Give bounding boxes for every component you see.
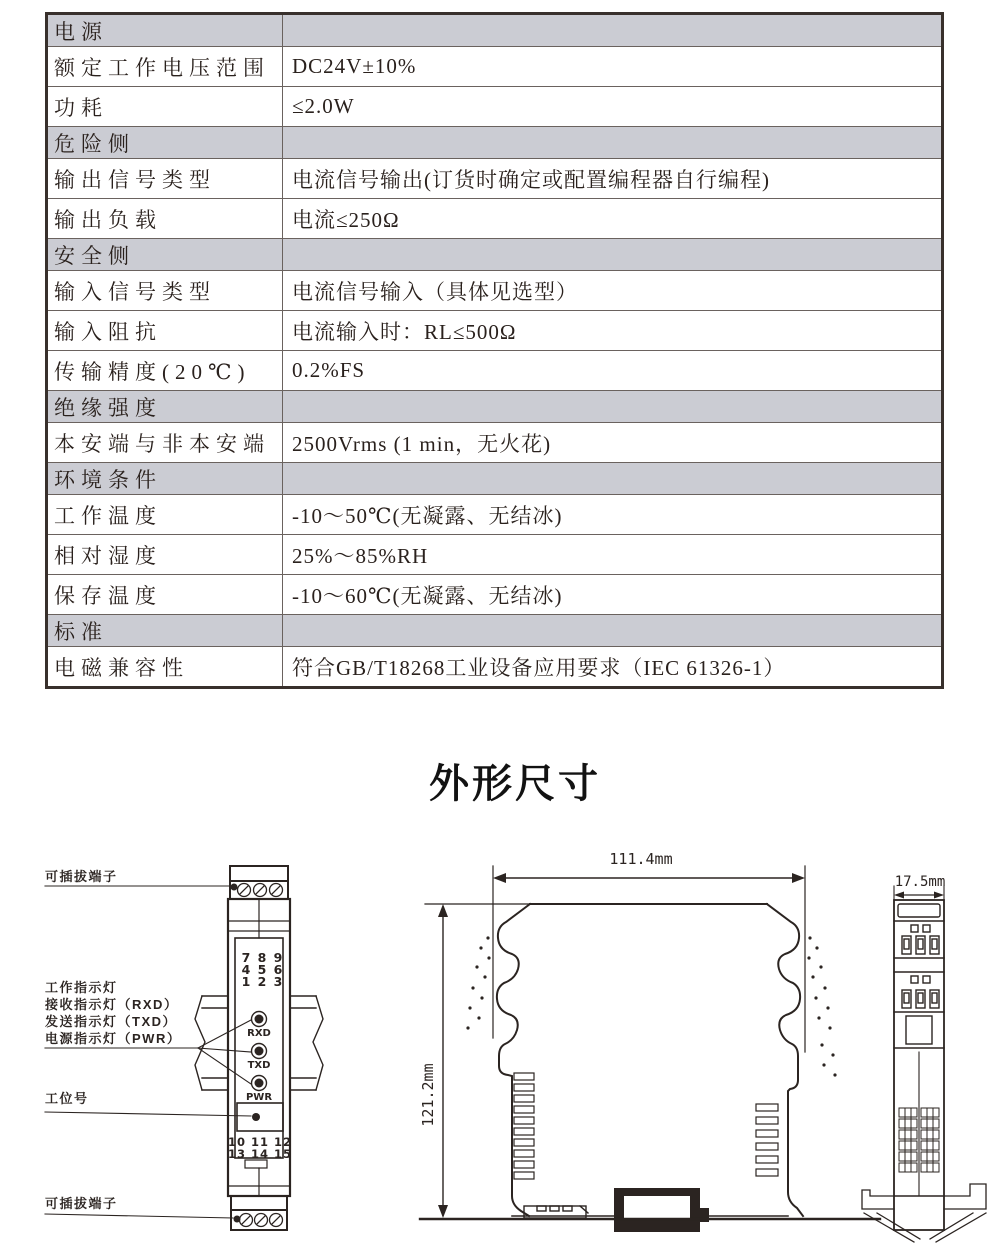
txd-led-label: 发送指示灯（TXD） [45,1014,178,1029]
table-row-section [47,239,943,271]
spec-label: 工作温度 [47,495,283,535]
spec-value: 电流输入时：RL≤500Ω [283,311,943,351]
table-row [47,271,943,311]
spec-value: 2500Vrms (1 min，无火花) [283,423,943,463]
spec-label: 输入信号类型 [47,271,283,311]
table-row [47,423,943,463]
table-row [47,311,943,351]
table-row-section [47,391,943,423]
table-row [47,351,943,391]
pwr-led-label: 电源指示灯（PWR） [45,1031,182,1046]
spec-value: 电流≤250Ω [283,199,943,239]
spec-label: 输出负载 [47,199,283,239]
led-rxd-icon [252,1012,267,1027]
vent-slots-left [514,1073,534,1179]
section-label: 电源 [47,14,283,47]
spec-label: 电磁兼容性 [47,647,283,688]
table-row [47,159,943,199]
svg-text:8: 8 [257,950,267,965]
table-row-section [47,463,943,495]
table-row [47,47,943,87]
table-row [47,575,943,615]
svg-text:4: 4 [241,962,251,977]
spec-label: 输入阻抗 [47,311,283,351]
spec-value: 25%～85%RH [283,535,943,575]
spec-table [45,12,944,689]
end-view-drawing [862,886,986,1242]
table-row-section [47,615,943,647]
spec-value: 电流信号输入（具体见选型） [283,271,943,311]
dim-height-label: 121.2mm [419,1063,437,1127]
spec-value: ≤2.0W [283,87,943,127]
led-txd-text: TXD [247,1060,271,1071]
spec-value: 符合GB/T18268工业设备应用要求（IEC 61326-1） [283,647,943,688]
table-row [47,495,943,535]
spec-label: 传输精度(20℃) [47,351,283,391]
svg-text:3: 3 [273,974,283,989]
led-rxd-text: RXD [247,1028,271,1039]
svg-text:5: 5 [257,962,267,977]
bottom-terminal-label: 可插拔端子 [45,1196,118,1211]
led-pwr-icon [252,1076,267,1091]
terminal-number-grid [242,950,283,989]
terminal-screws-end-2 [902,990,939,1008]
table-row [47,87,943,127]
leader-lines [45,886,251,1218]
svg-text:9: 9 [273,950,283,965]
svg-text:2: 2 [257,974,267,989]
vent-grid-left [899,1108,917,1172]
page-title: 外形尺寸 [429,762,601,806]
svg-text:7: 7 [241,950,251,965]
side-view-drawing [420,866,880,1232]
vent-grid-right [921,1108,939,1172]
spec-label: 输出信号类型 [47,159,283,199]
section-label: 绝缘强度 [47,391,283,423]
dimension-drawings [0,840,990,1243]
spec-label: 保存温度 [47,575,283,615]
bottom-numbers-row1: 10 11 12 [227,1135,293,1149]
spec-label: 相对湿度 [47,535,283,575]
svg-text:6: 6 [273,962,283,977]
front-view-drawing [45,866,323,1230]
section-label: 标准 [47,615,283,647]
spec-value: -10～60℃(无凝露、无结冰) [283,575,943,615]
spec-value: DC24V±10% [283,47,943,87]
work-led-label: 工作指示灯 [45,980,118,995]
rail-break-lines [864,1213,986,1242]
screw-icons-top [238,884,283,897]
spec-label: 本安端与非本安端 [47,423,283,463]
table-row-section [47,127,943,159]
section-label: 危险侧 [47,127,283,159]
spec-value: 电流信号输出(订货时确定或配置编程器自行编程) [283,159,943,199]
spec-value: 0.2%FS [283,351,943,391]
led-txd-icon [252,1044,267,1059]
spec-label: 功耗 [47,87,283,127]
table-row [47,535,943,575]
table-row [47,647,943,688]
din-rail-section [614,1188,709,1232]
terminal-screws-end-1 [902,936,939,954]
rxd-led-label: 接收指示灯（RXD） [45,997,179,1012]
dim-depth-label: 17.5mm [894,874,946,890]
section-label: 安全侧 [47,239,283,271]
table-row [47,199,943,239]
led-pwr-text: PWR [245,1092,273,1103]
bottom-numbers-row2: 13 14 15 [227,1147,293,1161]
svg-text:1: 1 [241,974,251,989]
spec-value: -10～50℃(无凝露、无结冰) [283,495,943,535]
section-label: 环境条件 [47,463,283,495]
table-row-section [47,14,943,47]
dim-width-label: 111.4mm [609,850,673,868]
spec-label: 额定工作电压范围 [47,47,283,87]
vent-slots-right [756,1104,778,1176]
screw-icons-bottom [240,1214,283,1227]
top-terminal-label: 可插拔端子 [45,869,118,884]
station-label: 工位号 [45,1091,89,1106]
